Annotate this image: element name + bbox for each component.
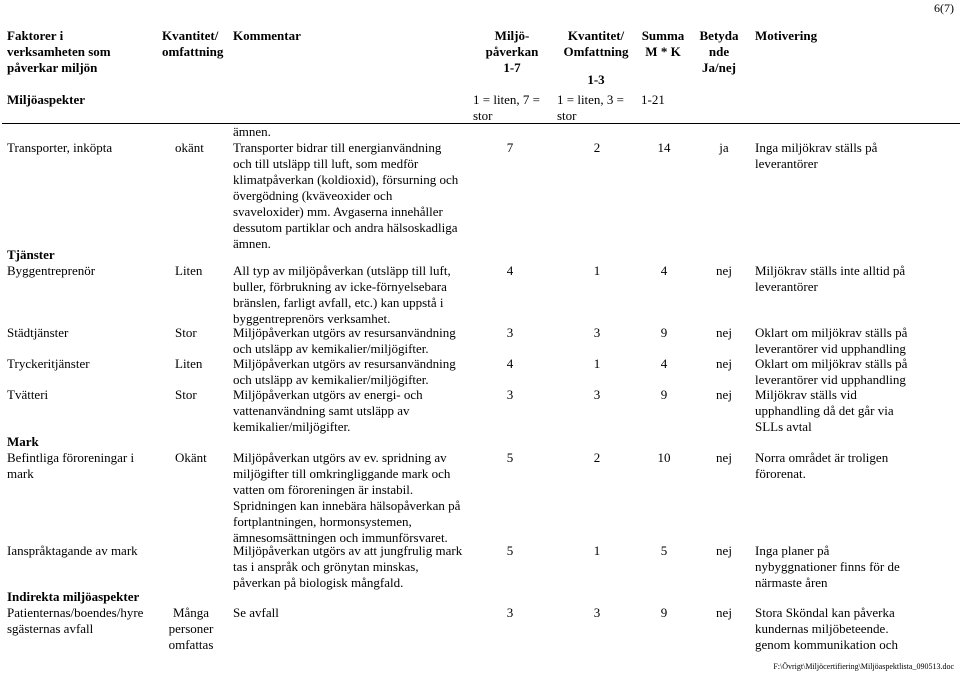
factor-cell: Befintliga föroreningar i mark: [7, 450, 135, 481]
sum-value: 5: [660, 543, 668, 558]
quantity-cell: Okänt: [175, 450, 207, 465]
factor-cell: Tvätteri: [7, 387, 49, 402]
sum-value: 9: [660, 325, 668, 340]
scale-impact: 1 = liten, 7 = stor: [473, 92, 541, 123]
quantity-cell: Liten: [175, 356, 203, 371]
quantity-cell: okänt: [175, 140, 204, 155]
comment-cell: Miljöpåverkan utgörs av energi- och vattenanvändning samt utsläpp av kemikalier/miljögifter.: [233, 387, 423, 434]
significant-value: nej: [716, 263, 732, 278]
header-factors: Faktorer i verksamheten som påverkar miljön: [7, 28, 111, 75]
quantity-value: 1: [593, 263, 601, 278]
quantity-value: 2: [593, 450, 601, 465]
comment-cell: Miljöpåverkan utgörs av att jungfrulig mark tas i anspråk och grönytan minskas, påverkan på biologisk mångfald.: [233, 543, 463, 590]
motivation-cell: Miljökrav ställs vid upphandling då det går via SLLs avtal: [755, 387, 894, 434]
motivation-cell: Inga planer på nybyggnationer finns för de närmaste åren: [755, 543, 900, 590]
comment-cell: Miljöpåverkan utgörs av resursanvändning och utsläpp av kemikalier/miljögifter.: [233, 356, 456, 387]
motivation-cell: Norra området är troligen förorenat.: [755, 450, 889, 481]
comment-cell: Se avfall: [233, 605, 279, 620]
significant-value: nej: [716, 450, 732, 465]
quantity-cell: Många personer omfattas: [168, 605, 214, 652]
impact-value: 5: [506, 543, 514, 558]
sum-value: 10: [657, 450, 671, 465]
factor-cell: Städtjänster: [7, 325, 69, 340]
sum-value: 4: [660, 263, 668, 278]
motivation-cell: Miljökrav ställs inte alltid på leverantörer: [755, 263, 906, 294]
quantity-value: 3: [593, 325, 601, 340]
impact-value: 5: [506, 450, 514, 465]
factor-cell: Ianspråktagande av mark: [7, 543, 138, 558]
header-quantity-scale: 1-3: [587, 72, 605, 87]
quantity-cell: Stor: [175, 387, 197, 402]
header-comment: Kommentar: [233, 28, 301, 43]
impact-value: 4: [506, 356, 514, 371]
motivation-cell: Oklart om miljökrav ställs på leverantörer vid upphandling: [755, 356, 908, 387]
header-motivation: Motivering: [755, 28, 818, 43]
quantity-value: 1: [593, 356, 601, 371]
header-sum: Summa M * K: [641, 28, 685, 59]
sum-value: 9: [660, 387, 668, 402]
comment-cell: ämnen.: [233, 124, 271, 139]
header-quantity: Kvantitet/ omfattning: [162, 28, 224, 59]
significant-value: ja: [719, 140, 729, 155]
comment-cell: Miljöpåverkan utgörs av resursanvändning och utsläpp av kemikalier/miljögifter.: [233, 325, 456, 356]
significant-value: nej: [716, 356, 732, 371]
quantity-value: 3: [593, 605, 601, 620]
impact-value: 3: [506, 387, 514, 402]
header-significant: Betyda nde Ja/nej: [699, 28, 739, 75]
sum-value: 9: [660, 605, 668, 620]
section-indirect-aspects: Indirekta miljöaspekter: [7, 589, 140, 604]
sum-value: 14: [657, 140, 671, 155]
quantity-value: 1: [593, 543, 601, 558]
significant-value: nej: [716, 387, 732, 402]
scale-sum: 1-21: [641, 92, 665, 107]
sum-value: 4: [660, 356, 668, 371]
section-land: Mark: [7, 434, 39, 449]
factor-cell: Byggentreprenör: [7, 263, 96, 278]
section-services: Tjänster: [7, 247, 55, 262]
header-divider: [2, 123, 960, 124]
quantity-value: 2: [593, 140, 601, 155]
header-quantity-scope: Kvantitet/ Omfattning: [563, 28, 629, 59]
page-number: 6(7): [934, 1, 954, 15]
impact-value: 7: [506, 140, 514, 155]
motivation-cell: Stora Sköndal kan påverka kundernas miljöbeteende. genom kommunikation och: [755, 605, 898, 652]
quantity-value: 3: [593, 387, 601, 402]
factor-cell: Patienternas/boendes/hyre sgästernas avfall: [7, 605, 144, 636]
comment-cell: Miljöpåverkan utgörs av ev. spridning av miljögifter till omkringliggande mark och vatten om föroreningen är instabil. Spridningen kan innebära hälsopåverkan på fortplantningen, hormonsystemen, ämnesomsättningen och immunförsvaret.: [233, 450, 461, 545]
quantity-cell: Liten: [175, 263, 203, 278]
header-environmental-impact: Miljö- påverkan 1-7: [485, 28, 539, 75]
factor-cell: Tryckeritjänster: [7, 356, 90, 371]
factor-cell: Transporter, inköpta: [7, 140, 113, 155]
impact-value: 4: [506, 263, 514, 278]
impact-value: 3: [506, 325, 514, 340]
comment-cell: Transporter bidrar till energianvändning och till utsläpp till luft, som medför klimatpåverkan (koldioxid), försurning och övergödning (kväveoxider och svaveloxider) mm. Avgaserna innehåller dessutom partiklar och andra hälsoskadliga ämnen.: [233, 140, 459, 251]
document-path: F:\Övrigt\Miljöcertifiering\Miljöaspektlista_090513.doc: [773, 662, 954, 671]
quantity-cell: Stor: [175, 325, 197, 340]
significant-value: nej: [716, 543, 732, 558]
motivation-cell: Oklart om miljökrav ställs på leverantörer vid upphandling: [755, 325, 908, 356]
comment-cell: All typ av miljöpåverkan (utsläpp till luft, buller, förbrukning av icke-förnyelsebara bränslen, farligt avfall, etc.) kan uppstå i byggentreprenörs verksamhet.: [233, 263, 451, 326]
motivation-cell: Inga miljökrav ställs på leverantörer: [755, 140, 878, 171]
significant-value: nej: [716, 325, 732, 340]
significant-value: nej: [716, 605, 732, 620]
scale-quantity: 1 = liten, 3 = stor: [557, 92, 625, 123]
header-environmental-aspects: Miljöaspekter: [7, 92, 85, 107]
impact-value: 3: [506, 605, 514, 620]
